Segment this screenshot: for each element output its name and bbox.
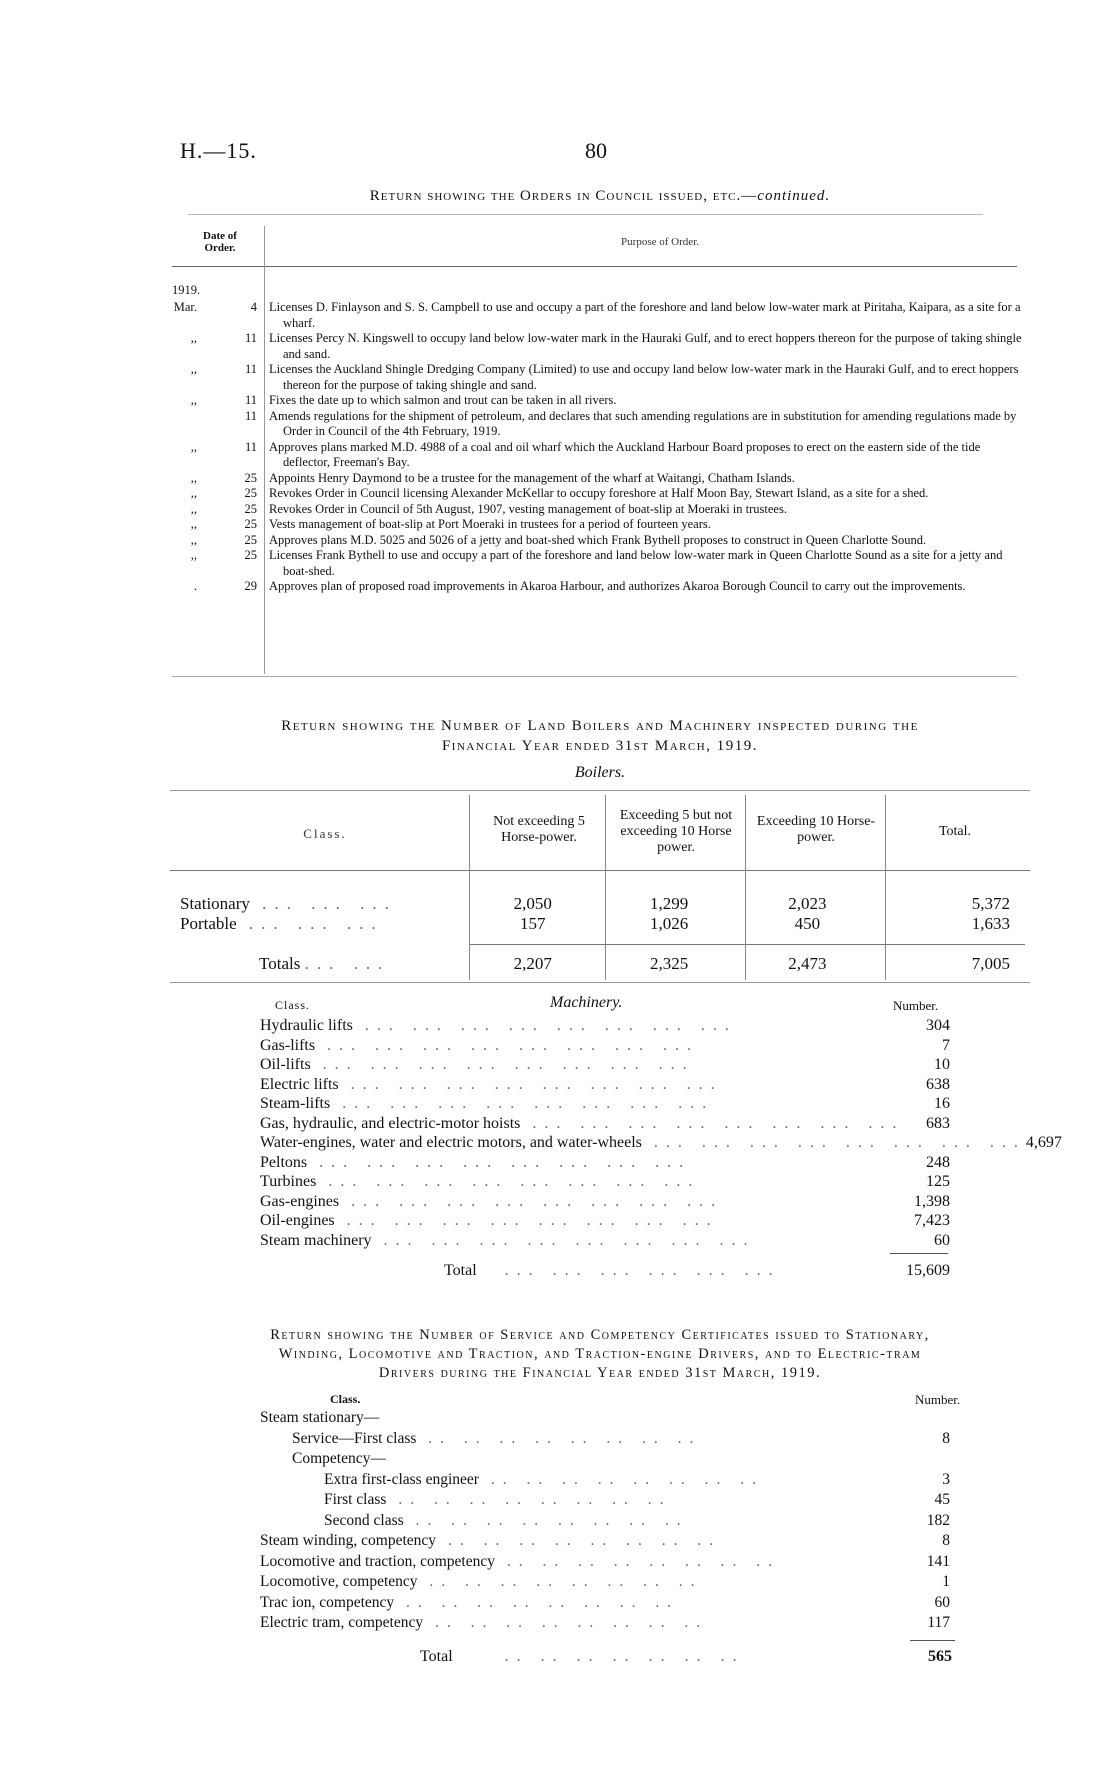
- order-day: 25: [244, 532, 257, 547]
- order-row: [165, 548, 1025, 579]
- machinery-row-label: [260, 1036, 870, 1056]
- certificates-total-label: Total .. .. .. .. .. .. ..: [420, 1648, 745, 1665]
- machinery-row-label-text: Electric lifts: [260, 1075, 339, 1093]
- machinery-row: [260, 1094, 950, 1114]
- certificate-row: [260, 1470, 950, 1491]
- machinery-total-value: 15,609: [906, 1262, 950, 1279]
- machinery-row-label: [260, 1016, 870, 1036]
- certificate-row-value: [890, 1449, 950, 1470]
- leader-dots: ... ... ... ... ... ... ... ...: [338, 1075, 723, 1093]
- boilers-totals-label: Totals ... ...: [259, 954, 391, 973]
- col-purpose-of-order: Purpose of Order.: [621, 236, 699, 248]
- leader-dots: .. .. .. .. .. .. .. ..: [478, 1470, 764, 1488]
- machinery-row-label: [260, 1094, 870, 1114]
- machinery-row: [260, 1211, 950, 1231]
- machinery-row-label-text: Gas-engines: [260, 1192, 340, 1210]
- order-row: [165, 362, 1025, 393]
- certificate-row: [260, 1593, 950, 1614]
- order-row: [165, 517, 1025, 533]
- machinery-row: [260, 1133, 1062, 1153]
- machinery-row: [260, 1231, 950, 1251]
- order-day: 11: [244, 331, 257, 345]
- boilers-divider-3: [745, 795, 746, 980]
- col-date-of-order: Date of Order.: [203, 230, 237, 254]
- order-month: Mar.: [173, 300, 197, 314]
- certificate-row-label-text: Trac ion, competency: [260, 1593, 395, 1611]
- certificate-row-value: 182: [926, 1511, 950, 1529]
- orders-list: [165, 300, 1025, 595]
- boilers-row-c2: 1,299: [649, 894, 689, 913]
- order-row: [165, 409, 1025, 440]
- certificate-row-label: [260, 1511, 890, 1532]
- order-day: 25: [244, 548, 257, 562]
- leader-dots: ... ... ... ... ... ... ... ...: [371, 1231, 756, 1249]
- order-row: [165, 486, 1025, 502]
- order-row: [165, 393, 1025, 409]
- certificate-row-label: [260, 1552, 890, 1573]
- certificate-row-label-text: Second class: [324, 1511, 404, 1529]
- leader-dots: ... ... ... ... ... ... ... ...: [334, 1212, 719, 1229]
- machinery-row-value: 683: [926, 1114, 950, 1132]
- order-purpose: Amends regulations for the shipment of petroleum, and declares that such amending regulations are in substitution for amending regulations made by Order in Council of the 4th February, 1919.: [269, 408, 1017, 438]
- leader-dots: ... ... ... ... ... ... ... ...: [315, 1036, 700, 1054]
- order-month: ,,: [190, 517, 197, 531]
- certificate-row-label: [260, 1449, 890, 1470]
- order-purpose: Fixes the date up to which salmon and trout can be taken in all rivers.: [269, 393, 617, 407]
- boilers-top-rule: [170, 790, 1030, 791]
- machinery-row-value: 60: [934, 1231, 950, 1249]
- certificates-title-line3: Drivers during the Financial Year ended 31st March, 1919.: [378, 1365, 822, 1381]
- certificate-row-value: 3: [942, 1470, 950, 1488]
- certificate-row-value: 1: [942, 1573, 950, 1590]
- order-month: ,,: [190, 393, 197, 407]
- order-month: ,,: [190, 486, 197, 500]
- certificates-title-line2: Winding, Locomotive and Traction, and Traction-engine Drivers, and to Electric-tram: [278, 1346, 922, 1362]
- boilers-row: [180, 914, 1020, 934]
- boilers-subtitle: Boilers.: [574, 764, 626, 781]
- document-reference: H.—15.: [180, 138, 257, 163]
- orders-header-rule: [172, 266, 1017, 267]
- certificate-row-label-text: Service—First class: [292, 1429, 417, 1447]
- boilers-row-c3: 450: [794, 914, 821, 933]
- leader-dots: .. .. .. .. .. .. .. ..: [423, 1614, 709, 1631]
- certificates-total-value: 565: [928, 1648, 952, 1665]
- leader-dots: .. .. .. .. .. .. .. ..: [416, 1429, 702, 1447]
- leader-dots: ... ... ... ... ... ... ... ...: [339, 1192, 724, 1210]
- leader-dots: .. .. .. .. .. .. .. ..: [417, 1573, 703, 1590]
- certificate-row-value: 8: [942, 1532, 950, 1549]
- leader-dots: ... ... ...: [236, 914, 384, 933]
- order-row: [165, 579, 1025, 595]
- machinery-row-label: [260, 1172, 870, 1192]
- certificate-row: [260, 1511, 950, 1532]
- order-row: [165, 471, 1025, 487]
- orders-top-rule: [188, 214, 983, 215]
- boilers-row-c4: 5,372: [971, 894, 1010, 913]
- boilers-header-rule: [170, 870, 1030, 871]
- certificates-rows: [260, 1408, 950, 1634]
- machinery-row-label-text: Steam machinery: [260, 1231, 372, 1249]
- order-day: 11: [244, 408, 257, 423]
- boilers-totals-c2: 2,325: [649, 954, 689, 973]
- certificate-row-label-text: Electric tram, competency: [260, 1614, 424, 1631]
- order-row: [165, 300, 1025, 331]
- certificate-row: [260, 1408, 950, 1429]
- order-day: 25: [244, 486, 257, 500]
- boilers-divider-2: [605, 795, 606, 980]
- machinery-row-label: [260, 1192, 870, 1212]
- machinery-row-value: 125: [926, 1173, 950, 1190]
- machinery-row-label: [260, 1231, 870, 1251]
- leader-dots: ... ... ... ... ... ... ... ...: [316, 1173, 701, 1190]
- boilers-divider-4: [885, 795, 886, 980]
- leader-dots: .. .. .. .. .. .. .. ..: [386, 1491, 672, 1508]
- certificates-total-rule: [910, 1640, 955, 1641]
- order-day: 11: [244, 393, 257, 407]
- certificate-row-label: [260, 1429, 890, 1450]
- certificate-row-label-text: Locomotive, competency: [260, 1573, 418, 1590]
- order-month: ,,: [190, 439, 197, 454]
- boilers-row: [180, 894, 1020, 914]
- order-purpose: Approves plans marked M.D. 4988 of a coal and oil wharf which the Auckland Harbour Board proposes to erect on the eastern side of the tide deflector, Freeman's Bay.: [269, 439, 981, 469]
- certificate-row: [260, 1429, 950, 1450]
- boilers-col-5-to-10: Exceeding 5 but not exceeding 10 Horse power.: [619, 808, 733, 855]
- certificate-row-label: [260, 1531, 890, 1552]
- certificates-col-number: Number.: [915, 1392, 961, 1407]
- leader-dots: ... ... ... ... ... ... ... ...: [330, 1095, 715, 1112]
- certificate-row-value: 141: [926, 1552, 950, 1570]
- machinery-row: [260, 1016, 950, 1036]
- machinery-row-label-text: Hydraulic lifts: [260, 1017, 353, 1034]
- order-month: ,,: [190, 362, 197, 376]
- machinery-row-value: 10: [934, 1056, 950, 1073]
- orders-year: 1919.: [172, 283, 201, 297]
- machinery-row-label-text: Oil-lifts: [260, 1056, 311, 1073]
- certificate-row: [260, 1449, 950, 1470]
- certificate-row-label: [260, 1572, 890, 1593]
- leader-dots: ... ... ... ... ... ... ... ...: [352, 1017, 737, 1034]
- certificate-row: [260, 1552, 950, 1573]
- order-purpose: Licenses Percy N. Kingswell to occupy land below low-water mark in the Hauraki Gulf, and to erect hoppers thereon for the purpose of taking shingle and sand.: [269, 331, 1022, 361]
- boilers-row-label: [180, 894, 466, 914]
- order-purpose: Vests management of boat-slip at Port Moeraki in trustees for a period of fourteen years.: [269, 517, 711, 531]
- boilers-totals-c1: 2,207: [513, 954, 552, 973]
- order-month: [165, 409, 197, 440]
- boilers-row-label-text: Stationary: [180, 894, 250, 913]
- boilers-rows: [180, 894, 1020, 934]
- leader-dots: ... ... ... ... ... ... ... ...: [641, 1134, 1026, 1151]
- certificate-row-label-text: Steam stationary—: [260, 1409, 380, 1426]
- certificate-row: [260, 1490, 950, 1511]
- orders-title-text: Return showing the Orders in Council issued, etc.—: [369, 188, 758, 204]
- boilers-row-label: [180, 914, 466, 934]
- machinery-row: [260, 1172, 950, 1192]
- machinery-row-value: 638: [926, 1075, 950, 1093]
- machinery-row-label: [260, 1211, 870, 1231]
- order-month: ,,: [190, 331, 197, 345]
- machinery-col-number: Number.: [893, 998, 939, 1013]
- orders-bottom-rule: [172, 676, 1017, 677]
- order-purpose: Approves plan of proposed road improvements in Akaroa Harbour, and authorizes Akaroa Borough Council to carry out the improvements.: [269, 579, 966, 593]
- boilers-col-class: Class.: [303, 826, 347, 841]
- boilers-totals-c4: 7,005: [971, 954, 1010, 973]
- certificate-row-label-text: Extra first-class engineer: [324, 1470, 479, 1488]
- leader-dots: .. .. .. .. .. .. .. ..: [436, 1532, 722, 1549]
- machinery-row-value: 7: [942, 1036, 950, 1054]
- order-day: 11: [244, 362, 257, 376]
- boilers-bottom-rule: [170, 982, 1030, 983]
- machinery-total-label: Total ... ... ... ... ... ...: [444, 1262, 781, 1279]
- order-day: 25: [244, 470, 257, 485]
- order-day: 11: [244, 439, 257, 454]
- certificate-row-label-text: Steam winding, competency: [260, 1532, 437, 1549]
- leader-dots: ... ... ... ... ... ... ... ...: [307, 1153, 692, 1171]
- leader-dots: .. .. .. .. .. .. .. ..: [495, 1552, 780, 1570]
- certificate-row-label: [260, 1593, 890, 1614]
- order-row: [165, 502, 1025, 518]
- machinery-row: [260, 1036, 950, 1056]
- certificates-section-title: [170, 1326, 1030, 1383]
- certificates-col-class: Class.: [330, 1392, 361, 1406]
- order-month: ,,: [190, 501, 197, 516]
- machinery-row-label-text: Gas, hydraulic, and electric-motor hoists: [260, 1114, 521, 1132]
- boilers-row-c1: 2,050: [513, 894, 552, 913]
- machinery-row-label-text: Water-engines, water and electric motors, and water-wheels: [260, 1134, 642, 1151]
- certificate-row-label-text: Locomotive and traction, competency: [260, 1552, 495, 1570]
- boilers-col-total: Total.: [938, 824, 972, 839]
- order-day: 4: [250, 300, 257, 314]
- certificate-row-label-text: Competency—: [292, 1450, 386, 1467]
- page-number: 80: [585, 138, 607, 163]
- leader-dots: ... ... ... ... ... ... ... ...: [520, 1114, 905, 1132]
- boilers-col-not-exceeding-5: Not exceeding 5 Horse-power.: [493, 814, 585, 845]
- machinery-row-value: 1,398: [914, 1192, 950, 1210]
- certificate-row-label: [260, 1490, 890, 1511]
- boilers-col-exceeding-10: Exceeding 10 Horse-power.: [756, 814, 876, 845]
- order-purpose: Licenses D. Finlayson and S. S. Campbell to use and occupy a part of the foreshore and land below low-water mark at Piritaha, Kaipara, as a site for a wharf.: [269, 300, 1021, 330]
- machinery-row-label-text: Steam-lifts: [260, 1095, 331, 1112]
- machinery-row: [260, 1192, 950, 1212]
- machinery-row-label-text: Oil-engines: [260, 1212, 335, 1229]
- certificate-row: [260, 1613, 950, 1634]
- order-month: ,,: [190, 548, 197, 562]
- order-month: ,,: [190, 470, 197, 485]
- order-purpose: Approves plans M.D. 5025 and 5026 of a jetty and boat-shed which Frank Bythell proposes to construct in Queen Charlotte Sound.: [269, 532, 927, 547]
- machinery-row-label-text: Turbines: [260, 1173, 317, 1190]
- machinery-total-rule: [890, 1253, 948, 1254]
- machinery-row-value: 248: [926, 1153, 950, 1171]
- boilers-title-line2: Financial Year ended 31st March, 1919.: [441, 738, 759, 754]
- machinery-row-label: [260, 1055, 870, 1075]
- certificate-row-label: [260, 1408, 890, 1429]
- boilers-divider-1: [469, 795, 470, 980]
- certificate-row: [260, 1531, 950, 1552]
- certificates-title-line1: Return showing the Number of Service and Competency Certificates issued to Stationary,: [270, 1327, 930, 1343]
- order-row: [165, 533, 1025, 549]
- boilers-totals-c3: 2,473: [788, 954, 827, 973]
- order-day: 29: [244, 579, 257, 593]
- machinery-row-value: 16: [934, 1095, 950, 1112]
- boilers-row-c1: 157: [520, 914, 546, 933]
- order-purpose: Revokes Order in Council of 5th August, 1907, vesting management of boat-slip at Moeraki in trustees.: [269, 501, 787, 516]
- machinery-row-label: [260, 1114, 904, 1134]
- certificate-row-value: [890, 1408, 950, 1429]
- boilers-title-line1: Return showing the Number of Land Boilers and Machinery inspected during the: [281, 718, 919, 734]
- machinery-row-label: [260, 1133, 1026, 1153]
- certificate-row-label: [260, 1613, 890, 1634]
- certificate-row-label-text: First class: [324, 1491, 387, 1508]
- machinery-row-value: 7,423: [914, 1212, 950, 1229]
- order-day: 25: [244, 501, 257, 516]
- machinery-row: [260, 1055, 950, 1075]
- boilers-row-c3: 2,023: [788, 894, 827, 913]
- machinery-rows: [260, 1016, 1062, 1250]
- machinery-row-label-text: Gas-lifts: [260, 1036, 316, 1054]
- order-purpose: Licenses Frank Bythell to use and occupy a part of the foreshore and land below low-water mark in Queen Charlotte Sound as a site for a jetty and boat-shed.: [269, 548, 1003, 578]
- boilers-totals-rule: [470, 944, 1025, 945]
- machinery-total-row: [444, 1262, 950, 1280]
- machinery-row: [260, 1153, 950, 1173]
- certificate-row-value: 8: [942, 1429, 950, 1447]
- machinery-row-value: 304: [926, 1017, 950, 1034]
- order-row: [165, 331, 1025, 362]
- certificate-row-value: 45: [934, 1491, 950, 1508]
- boilers-row-c2: 1,026: [649, 914, 689, 933]
- orders-title-continued: continued.: [757, 188, 831, 204]
- machinery-row-label-text: Peltons: [260, 1153, 308, 1171]
- leader-dots: .. .. .. .. .. .. .. ..: [403, 1511, 689, 1529]
- order-month: ,,: [190, 532, 197, 547]
- certificate-row-label: [260, 1470, 890, 1491]
- orders-title: [290, 188, 910, 205]
- boilers-totals-row: [180, 954, 1020, 974]
- certificate-row-value: 60: [934, 1593, 950, 1611]
- order-purpose: Licenses the Auckland Shingle Dredging Company (Limited) to use and occupy land below low-water mark in the Hauraki Gulf, and to erect hoppers thereon for the purpose of taking shingle and sand.: [269, 362, 1019, 392]
- boilers-row-label-text: Portable: [180, 914, 237, 933]
- certificate-row-value: 117: [927, 1614, 950, 1631]
- order-purpose: Revokes Order in Council licensing Alexander McKellar to occupy foreshore at Half Moon Bay, Stewart Island, as a site for a shed.: [269, 486, 929, 500]
- leader-dots: ... ... ... ... ... ... ... ...: [310, 1056, 695, 1073]
- machinery-row: [260, 1114, 950, 1134]
- machinery-row: [260, 1075, 950, 1095]
- leader-dots: ... ... ...: [249, 894, 397, 913]
- order-month: .: [193, 579, 197, 593]
- machinery-row-label: [260, 1075, 870, 1095]
- order-purpose: Appoints Henry Daymond to be a trustee for the management of the wharf at Waitangi, Chatham Islands.: [269, 470, 795, 485]
- machinery-subtitle: Machinery.: [550, 994, 623, 1011]
- boilers-row-c4: 1,633: [971, 914, 1010, 933]
- certificates-total-row: [420, 1648, 952, 1666]
- machinery-col-class: Class.: [275, 998, 311, 1012]
- order-day: 25: [244, 517, 257, 531]
- certificate-row: [260, 1572, 950, 1593]
- machinery-row-value: 4,697: [1025, 1134, 1062, 1151]
- order-row: [165, 440, 1025, 471]
- leader-dots: .. .. .. .. .. .. .. ..: [394, 1593, 680, 1611]
- boilers-section-title: [170, 716, 1030, 756]
- machinery-row-label: [260, 1153, 870, 1173]
